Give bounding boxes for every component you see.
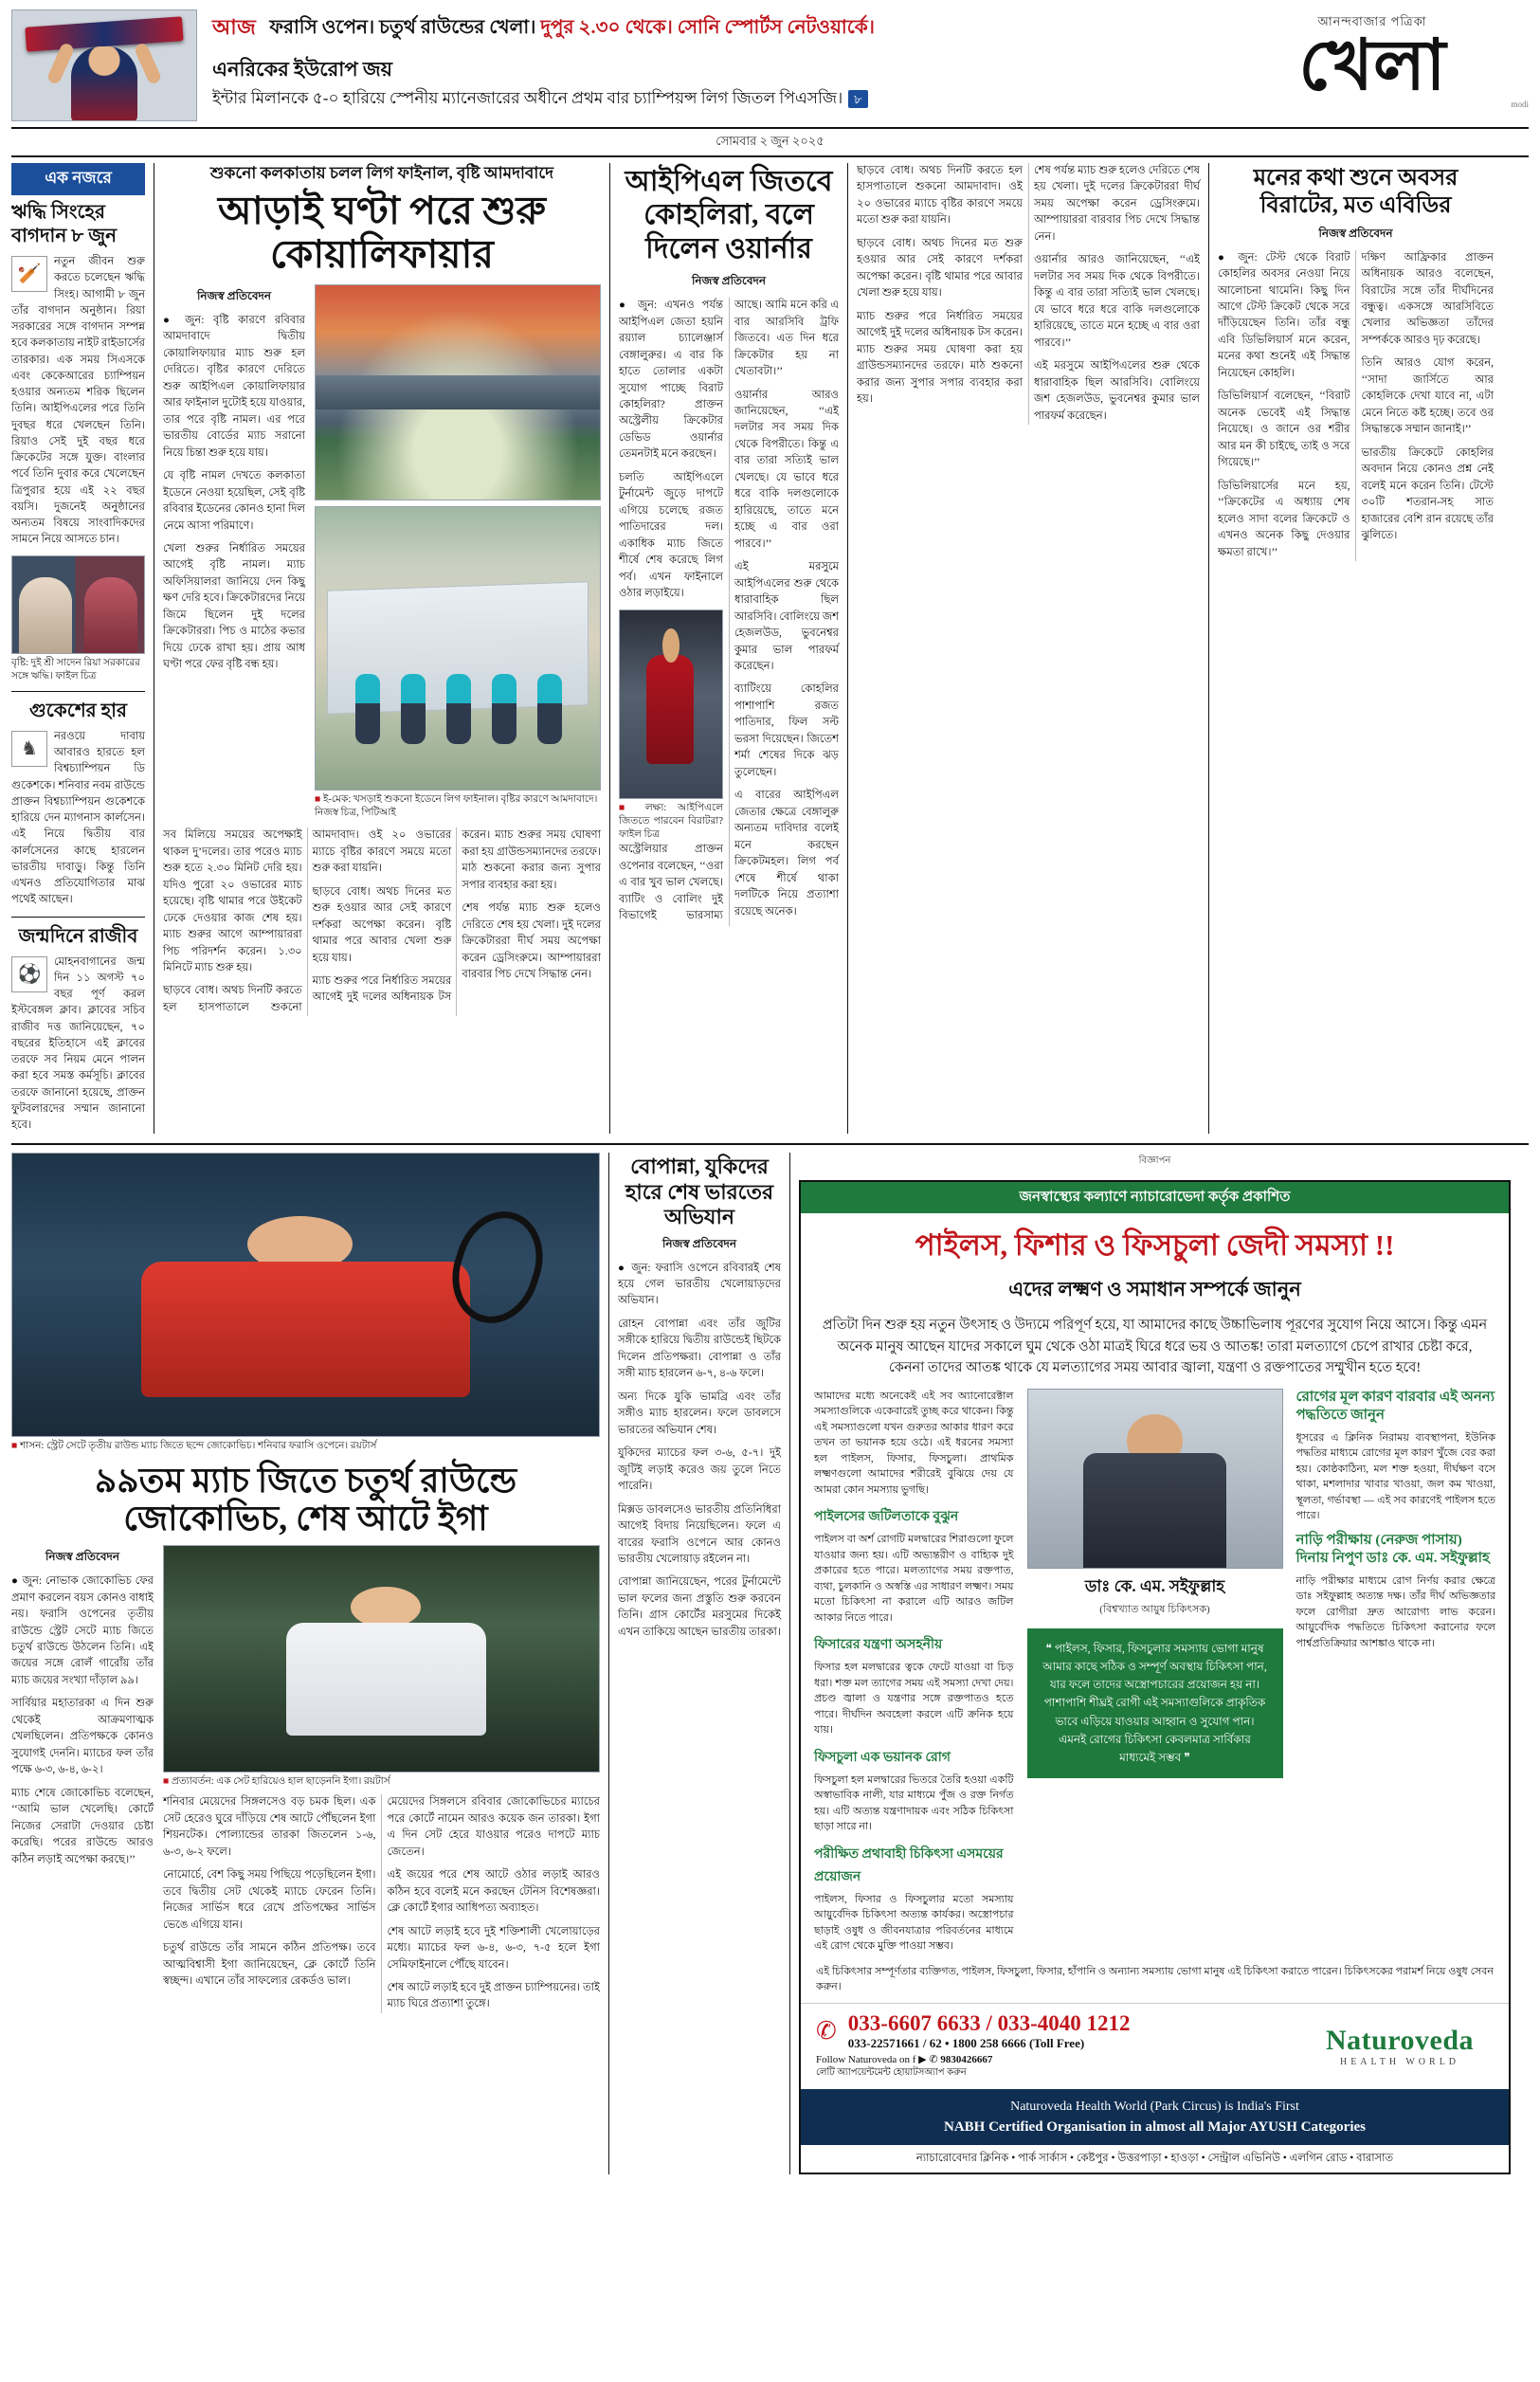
ipl-para: চলতি আইপিএলে টুর্নামেন্ট জুড়ে দাপটে এগিয়ে চলেছে রজত পাতিদারের দল। একাধিক ম্যাচ জিতে শীর্ষে শেষ করেছে লিগ পর্ব। এখন ফাইনালে ওঠার লড়াইয়ে। [619, 471, 723, 600]
youtube-icon[interactable]: ▶ [918, 2053, 930, 2065]
section-title: খেলা [1298, 27, 1446, 105]
column-advertisement [790, 1153, 1511, 2174]
tennis-para: মেয়েদের সিঙ্গলসে রবিবার জোকোভিচের ম্যাচের পরে কোর্টে নামেন আরও কয়েক জন তারকা। ইগা এ দিন সেট হেরে যাওয়ার পরেও দাপটে ম্যাচ জেতেন। [387, 1796, 600, 1858]
riddhi-engagement-photo [11, 555, 145, 654]
brief-title: জন্মদিনে রাজীব [18, 925, 138, 947]
brand-name: Naturoveda [1325, 2025, 1475, 2057]
cert-line-2: NABH Certified Organisation in almost all Major AYUSH Categories [944, 2118, 1366, 2135]
ad-whatsapp-note: লেটি অ্যাপয়েন্টমেন্ট হোয়াটসঅ্যাপ করুন [816, 2066, 967, 2078]
tennis-para: নোমোর্চে, বেশ কিছু সময় পিছিয়ে পড়েছিলেন ইগা। তবে দ্বিতীয় সেট থেকেই ম্যাচে ফেরেন তিনি। নিজের সার্ভিস ধরে রেখে প্রতিপক্ষের সার্ভিস ভেঙে এগিয়ে যান। [163, 1869, 376, 1931]
ad-section-head: পরীক্ষিত প্রথাবাহী চিকিৎসা এসময়ের প্রয়োজন [814, 1846, 1004, 1884]
tennis-para: চতুর্থ রাউন্ডে তাঁর সামনে কঠিন প্রতিপক্ষ। তবে আত্মবিশ্বাসী ইগা জানিয়েছেন, ক্লে কোর্টে তিনি স্বচ্ছন্দ। এখানে তাঁর সাফল্যের রেকর্ডও ভাল। [163, 1942, 376, 1987]
today-schedule: ফরাসি ওপেন। চতুর্থ রাউন্ডের খেলা। [269, 17, 536, 38]
section-tag-ek-nojore: এক নজরে [11, 163, 145, 195]
brief-item [11, 201, 145, 683]
tennis-para: শনিবার মেয়েদের সিঙ্গলসেও বড় চমক ছিল। এক সেট হেরেও ঘুরে দাঁড়িয়ে শেষ আটে পৌঁছলেন ইগা শিয়নটেক। পোল্যান্ডের তারকা জিতলেন ১-৬, ৬-৩, ৬-২ ফলে। [163, 1796, 376, 1858]
cert-line-1: Naturoveda Health World (Park Circus) is India's First [1010, 2099, 1299, 2114]
brief-item [11, 925, 145, 1135]
opinion-para: ভারতীয় ক্রিকেটে কোহলির অবদান নিয়ে কোনও প্রশ্ন নেই বলেই মনে করেন তিনি। টেস্টে ৩০টি শতরান-সহ সাত হাজারের বেশি রান রয়েছে তাঁর ঝুলিতে। [1361, 446, 1494, 542]
lead-para: ম্যাচ শুরুর পরে নির্ধারিত সময়ের আগেই দুই দলের অধিনায়ক টস করেন। ম্যাচ শুরুর সময় ঘোষণা করা হয় গ্রাউন্ডসম্যানদের তরফে। মাঠ শুকনো করার জন্য সুপার সপার ব্যবহার করা হয়। [857, 310, 1023, 406]
tennis-para: ● জুন: নোভাক জোকোভিচ ফের প্রমাণ করলেন বয়স কোনও বাধাই নয়। ফরাসি ওপেনের তৃতীয় রাউন্ডে স্ট্রেট সেটে ম্যাচ জিতে চতুর্থ রাউন্ডে উঠলেন তিনি। এই জয়ের সঙ্গে রোলঁ গারোঁয় তাঁর ম্যাচ জয়ের সংখ্যা দাঁড়াল ৯৯। [11, 1575, 154, 1686]
ad-title: পাইলস, ফিশার ও ফিসচুলা জেদী সমস্যা !! [915, 1228, 1395, 1263]
brief-item [11, 700, 145, 909]
lead-para: সব মিলিয়ে সময়ের অপেক্ষাই থাকল দু’দলের। তার পরেও ম্যাচ শুরু হতে ২.৩০ মিনিট দেরি হয়। যদিও পুরো ২০ ওভারের ম্যাচ হয়েছে। বৃষ্টি থামার পরে উইকেট ঢেকে দেওয়ার কাজ শেষ হয়। ম্যাচ শুরুর আগে আম্পায়াররা পিচ পরিদর্শন করেন। ১.৩০ মিনিটে ম্যাচ শুরু হয়। [163, 829, 302, 973]
ad-certification-strip [801, 2089, 1509, 2146]
ipl-para: ওয়ার্নার আরও জানিয়েছেন, ‘‘এই দলটার সব সময় দিক থেকে বিপরীতে। কিন্তু এ বার তারা সত্যিই ভাল খেলছে। যে ভাবে ধরে ধরে বাকি দলগুলোকে হারিয়েছে, তাতে মনে হচ্ছে এ বার ওরা পারবে।’’ [734, 389, 839, 550]
tennis-para: এই জয়ের পরে শেষ আটে ওঠার লড়াই আরও কঠিন হবে বলেই মনে করছেন টেনিস বিশেষজ্ঞরা। ক্লে কোর্টে ইগার আধিপত্য অব্যাহত। [387, 1869, 600, 1915]
masthead [1216, 9, 1529, 121]
ad-column-right [1296, 1389, 1496, 1955]
brief-photo-caption: বৃষ্টি: দুই শ্রী সাদেন রিয়া সরকারের সঙ্গে ঋদ্ধি। ফাইল চিত্র [11, 657, 140, 682]
lead-para: যে বৃষ্টি নামল দেখতে কলকাতা ইডেনে নেওয়া হয়েছিল, সেই বৃষ্টি রবিবার ইডেনের কোনও হানা দিল নেমে আসা পরিমাণে। [163, 470, 305, 532]
eden-gardens-photo [315, 284, 601, 500]
ad-section-head: ফিসারের যন্ত্রণা অসহনীয় [814, 1638, 943, 1653]
top-subtext: ইন্টার মিলানকে ৫-০ হারিয়ে স্পেনীয় ম্যানেজারের অধীনে প্রথম বার চ্যাম্পিয়ন্স লিগ জিতল পিএসজি। [212, 88, 843, 107]
ad-disclaimer: এই চিকিৎসার সম্পূর্ণতার ব্যক্তিগত, পাইলস, ফিসচুলা, ফিসার, হাঁপানি ও অন্যান্য সমস্যায় ভোগা মানুষ এই চিকিৎসা করাতে পারেন। চিকিৎসকের পরামর্শ নিয়ে ওষুধ সেবন করুন। [816, 1965, 1494, 1993]
ad-section-head: ফিসচুলা এক ভয়ানক রোগ [814, 1750, 951, 1765]
opinion-para: দক্ষিণ আফ্রিকার প্রাক্তন অধিনায়ক আরও বলেছেন, বিরাটের সঙ্গে তাঁর দীর্ঘদিনের বন্ধুত্ব। একসঙ্গে আরসিবিতে খেলার অভিজ্ঞতা তাঁদের সম্পর্ককে আরও দৃঢ় করেছে। [1361, 251, 1494, 346]
top-strip [11, 9, 1529, 129]
psg-celebration-photo [11, 9, 197, 121]
djokovic-photo [11, 1153, 600, 1437]
kohli-rcb-photo [619, 609, 723, 799]
ad-subtitle: এদের লক্ষ্মণ ও সমাধান সম্পর্কে জানুন [1008, 1278, 1301, 1301]
lead-headline: আড়াই ঘণ্টা পরে শুরু কোয়ালিফায়ার [218, 189, 546, 276]
ad-section-body: পাইলস বা অর্শ রোগটি মলদ্বারের শিরাগুলো ফুলে যাওয়ার জন্য হয়। এটি অভ্যন্তরীণ ও বাহ্যিক দুই প্রকারের হতে পারে। মলত্যাগের সময় রক্তপাত, ব্যথা, চুলকানি ও অস্বস্তি এর সাধারণ লক্ষ্মণ। সময় মতো চিকিৎসা না করালে এটি আরও জটিল আকার নিতে পারে। [814, 1534, 1014, 1624]
ad-clinic-locations: ন্যাচারোবেদার ক্লিনিক • পার্ক সার্কাস • কেষ্টপুর • উত্তরপাড়া • হাওড়া • সেন্ট্রাল এভিনিউ • এলগিন রোড • বারাসাত [915, 2153, 1394, 2165]
lead-para: ছাড়বে বোধ। অথচ দিনটি করতে হল হাসপাতালে শুকনো আমদাবাদ। ওই ২০ ওভারের ম্যাচে বৃষ্টির কারণে সময়ে মতো শুরু করা যায়নি। [857, 165, 1023, 227]
today-badge: আজ [212, 15, 257, 39]
column-opinion [1209, 163, 1494, 1134]
ipl-para: ওয়ার্নার আরও জানিয়েছেন, ‘‘এই দলটার সব সময় দিক থেকে বিপরীতে। কিন্তু এ বার তারা সত্যিই ভাল খেলছে। যে ভাবে ধরে ধরে বাকি দলগুলোকে হারিয়েছে, তাতে মনে হচ্ছে এ বার ওরা পারবে।’’ [1034, 254, 1200, 349]
doctor-name: ডাঃ কে. এম. সইফুল্লাহ [1084, 1576, 1225, 1595]
naturoveda-ad[interactable] [799, 1180, 1511, 2174]
lead-para: শেষ পর্যন্ত ম্যাচ শুরু হলেও দেরিতে শেষ হয় খেলা। দুই দলের ক্রিকেটাররা দীর্ঘ সময় অপেক্ষা করেন ড্রেসিংরুমে। আম্পায়াররা বারবার পিচ দেখে সিদ্ধান্ত নেন। [1034, 165, 1200, 243]
page-reference-badge: ৮ [848, 90, 867, 109]
ad-section-head: রোগের মূল কারণ বারবার এই অনন্য পদ্ধতিতে জানুন [1295, 1389, 1495, 1424]
phone-icon: ✆ [816, 2016, 837, 2045]
top-lead-text [197, 9, 1216, 121]
tennis-para: শেষ আটে লড়াই হবে দুই প্রাক্তন চ্যাম্পিয়নের। তাই ম্যাচ ঘিরে প্রত্যাশা তুঙ্গে। [387, 1982, 600, 2010]
ad-section-body: নাড়ি পরীক্ষার মাধ্যমে রোগ নির্ণয় করার ক্ষেত্রে ডাঃ সইফুল্লাহ অত্যন্ত দক্ষ। তাঁর দীর্ঘ অভিজ্ঞতার ফলে রোগীরা দ্রুত আরোগ্য লাভ করেন। আয়ুর্বেদিক পদ্ধতিতে চিকিৎসা করানোর ফলে পার্শ্বপ্রতিক্রিয়ার আশঙ্কাও থাকে না। [1295, 1574, 1495, 1649]
ipl-photo-caption: ■ লক্ষ্য: আইপিএলে জিততে পারবেন বিরাটরা? ফাইল চিত্র [619, 802, 724, 840]
bopanna-para: অন্য দিকে যুকি ভামব্রি এবং তাঁর সঙ্গীও ম্যাচ হারলেন। ফলে ডাবলসে ভারতের অভিযান শেষ। [618, 1391, 781, 1436]
doctor-quote: ❝ পাইলস, ফিসার, ফিসচুলার সমস্যায় ভোগা মানুষ আমার কাছে সঠিক ও সম্পূর্ণ অবস্থায় চিকিৎসা পান, যার ফলে তাদের অস্ত্রোপচারের প্রয়োজন হয় না। পাশাপাশি শীঘ্রই রোগী এই সমস্যাগুলিকে প্রাকৃতিক ভাবে এড়িয়ে যাওয়ার আহ্বান ও সুযোগ পান। এমনই রোগের চিকিৎসা কেবলমাত্র সার্বিকার মাধ্যমেই সম্ভব ❞ [1027, 1628, 1283, 1778]
cricket-icon: 🏏 [11, 256, 47, 292]
ipl-byline: নিজস্ব প্রতিবেদন [692, 274, 766, 288]
tennis-para: ম্যাচ শেষে জোকোভিচ বলেছেন, ‘‘আমি ভাল খেলেছি। কোর্টে নিজের সেরাটা দেওয়ার চেষ্টা করেছি। পরের রাউন্ডে আরও কঠিন লড়াই অপেক্ষা করছে।’’ [11, 1787, 154, 1865]
swiatek-photo [163, 1545, 600, 1773]
ad-section-head: নাড়ি পরীক্ষায় (নেরুজ পাসায়) দিনায় নিপুণ ডাঃ কে. এম. সইফুল্লাহ [1295, 1532, 1490, 1567]
ad-section-body: পাইলস, ফিসার ও ফিসচুলার মতো সমস্যায় আয়ুর্বেদিক চিকিৎসা অত্যন্ত কার্যকর। অস্ত্রোপচার ছাড়াই ওষুধ ও জীবনযাত্রার পরিবর্তনের মাধ্যমে এই রোগ থেকে মুক্তি পাওয়া সম্ভব। [814, 1893, 1014, 1953]
brief-title: গুকেশের হার [29, 700, 127, 721]
tennis-byline: নিজস্ব প্রতিবেদন [45, 1550, 119, 1564]
lead-para: ছাড়বে বোধ। অথচ দিনটি করতে হল হাসপাতালে শুকনো আমদাবাদ। ওই ২০ ওভারের ম্যাচে বৃষ্টির কারণে সময়ে মতো শুরু করা যায়নি। [163, 829, 452, 1013]
swiatek-photo-caption: ■ প্রত্যাবর্তন: এক সেট হারিয়েও হাল ছাড়েননি ইগা। রয়টার্স [163, 1776, 390, 1788]
ad-phone-primary[interactable]: 033-6607 6633 / 033-4040 1212 [847, 2010, 1131, 2035]
doctor-portrait [1027, 1389, 1283, 1569]
bopanna-headline: বোপান্না, যুকিদের হারে শেষ ভারতের অভিযান [625, 1155, 774, 1229]
lead-para: ● জুন: বৃষ্টি কারণে রবিবার আমদাবাদে দ্বিতীয় কোয়ালিফায়ার ম্যাচ শুরু হল দেরিতে। বৃষ্টির কারণে দেরিতে শুরু আইপিএল কোয়ালিফায়ার আর ফাইনাল দুটোই হয়ে যাওয়ার, তার পরে বৃষ্টি নামল। এর পরে ভারতীয় বোর্ডের ম্যাচ সরানো নিয়ে চিন্তা শুরু হয়ে যায়। [163, 314, 305, 459]
opinion-para: ডিভিলিয়ার্সের মনে হয়, ‘‘ক্রিকেটের এ অধ্যায় শেষ হলেও সাদা বলের ক্রিকেটে ও এখনও অনেক কিছু দেওয়ার ক্ষমতা রাখে।’’ [1218, 480, 1350, 558]
today-schedule-time: দুপুর ২.৩০ থেকে। সোনি স্পোর্টস নেটওয়ার্কে। [540, 17, 875, 38]
djokovic-photo-caption: ■ শাসন: স্ট্রেট সেটে তৃতীয় রাউন্ড ম্যাচ জিতে ছন্দে জোকোভিচ। শনিবার ফরাসি ওপেনে। রয়টার্স [11, 1441, 377, 1452]
paper-name: আনন্দবাজার পত্রিকা [1317, 14, 1427, 28]
ipl-para: এই মরসুমে আইপিএলের শুরু থেকে ধারাবাহিক ছিল আরসিবি। বোলিংয়ে জশ হেজলউড, ভুবনেশ্বর কুমার ভাল পারফর্ম করেছেন। [1034, 360, 1200, 422]
ipl-para: এ বারের আইপিএল জেতার ক্ষেত্রে বেঙ্গালুরু অন্যতম দাবিদার বলেই মনে করছেন ক্রিকেটমহল। লিগ পর্ব শেষে শীর্ষে থাকা দলটিকে নিয়ে প্রত্যাশা রয়েছে অনেক। [734, 790, 839, 918]
football-icon: ⚽ [11, 956, 47, 992]
column-tennis [11, 1153, 608, 2174]
lead-kicker: শুকনো কলকাতায় চলল লিগ ফাইনাল, বৃষ্টি আমদাবাদে [209, 164, 554, 182]
follow-label: Follow Naturoveda on [816, 2053, 910, 2065]
brief-body-text: মোহনবাগানের জন্ম দিন ১১ অগস্ট ৭০ বছর পূর্ণ করল ইস্টবেঙ্গল ক্লাব। ক্লাবের সচিব রাজীব দত্ত জানিয়েছেন, ৭০ বছরের ইতিহাসে এই ক্লাবের তরফে সব নিয়ম মেনে পালন করা হবে সমস্ত কর্মসূচি। ক্লাবের তরফে জানানো হয়েছে, প্রাক্তন ফুটবলারদের সম্মান জানানো হবে। [11, 955, 145, 1132]
bopanna-para: বোপান্না জানিয়েছেন, পরের টুর্নামেন্টে ভাল ফলের জন্য প্রস্তুতি শুরু করবেন তিনি। গ্রাস কোর্টের মরসুমের দিকেই এখন তাকিয়ে আছেন ভারতীয় তারকা। [618, 1576, 781, 1638]
bopanna-para: রোহন বোপান্না এবং তাঁর জুটির সঙ্গীকে হারিয়ে দ্বিতীয় রাউন্ডেই ছিটকে দিলেন প্রতিপক্ষরা। বোপান্না ও তাঁর সঙ্গী ম্যাচ হারলেন ৬-৭, ৪-৬ ফলে। [618, 1318, 781, 1380]
chess-icon: ♞ [11, 731, 47, 767]
lead-byline: নিজস্ব প্রতিবেদন [197, 288, 271, 302]
ad-label: বিজ্ঞাপন [1138, 1155, 1171, 1167]
ad-section-body: ধূসরের এ ক্লিনিক নিরাময় ব্যবস্থাপনা, ইউনিক পদ্ধতির মাধ্যমে রোগের মূল কারণ খুঁজে বের করা হয়। কোষ্ঠকাঠিন্য, মল শক্ত হওয়া, দীর্ঘক্ষণ বসে থাকা, মশলাদার খাবার খাওয়া, জল কম খাওয়া, স্থূলতা, গর্ভাবস্থা — এই সব কারণেই পাইলস হতে পারে। [1295, 1431, 1495, 1522]
bopanna-para: যুকিদের ম্যাচের ফল ৩-৬, ৫-৭। দুই জুটিই লড়াই করেও জয় তুলে নিতে পারেনি। [618, 1447, 781, 1493]
lead-para: ছাড়বে বোধ। অথচ দিনের মত শুরু হওয়ার আর সেই কারণে দর্শকরা অপেক্ষা করেন। বৃষ্টি থামার পরে আবার খেলা শুরু হয়ে যায়। [312, 885, 452, 964]
ad-whatsapp-number[interactable]: 9830426667 [940, 2053, 993, 2065]
brand-tagline: HEALTH WORLD [1339, 2057, 1460, 2068]
lead-para: ম্যাচ শুরুর পরে নির্ধারিত সময়ের আগেই দুই দলের অধিনায়ক টস করেন। ম্যাচ শুরুর সময় ঘোষণা করা হয় গ্রাউন্ডসম্যানদের তরফে। মাঠ শুকনো করার জন্য সুপার সপার ব্যবহার করা হয়। [312, 829, 601, 1004]
bopanna-byline: নিজস্ব প্রতিবেদন [662, 1236, 736, 1250]
brief-title: ঋদ্ধি সিংহের বাগদান ৮ জুন [11, 202, 118, 246]
opinion-para: ● জুন: টেস্ট থেকে বিরাট কোহলির অবসর নেওয়া নিয়ে আলোচনা থামেনি। কিছু দিন আগে টেস্ট ক্রিকেট থেকে সরে দাঁড়িয়েছেন তিনি। তাঁর বন্ধু এবি ডিভিলিয়ার্স মনে করেন, মনের কথা শুনেই এই সিদ্ধান্ত নিয়েছেন কোহলি। [1218, 251, 1350, 379]
ipl-para: অস্ট্রেলিয়ার প্রাক্তন ওপেনার বলেছেন, ‘‘ওরা এ বার খুব ভাল খেলছে। ব্যাটিং ও বোলিং দুই বিভাগেই ভারসাম্য আছে। আমি মনে করি এ বার আরসিবি ট্রফি জিতবে। এত দিন ধরে ক্রিকেটার হয় না খেতাবটা।’’ [619, 300, 839, 921]
column-ipl-story [610, 163, 847, 1134]
bopanna-para: ● জুন: ফরাসি ওপেনে রবিবারই শেষ হয়ে গেল ভারতীয় খেলোয়াড়দের অভিযান। [618, 1262, 781, 1307]
facebook-icon[interactable]: f [912, 2053, 919, 2065]
ipl-para: ● জুন: এখনও পর্যন্ত আইপিএল জেতা হয়নি রয়্যাল চ্যালেঞ্জার্স বেঙ্গালুরুর। এ বার কি হাতে তোলার একটা সুযোগ পাচ্ছে বিরাট কোহলিরা? প্রাক্তন অস্ট্রেলীয় ক্রিকেটার ডেভিড ওয়ার্নার তেমনটাই মনে করছেন। [619, 300, 723, 461]
top-headline: এনরিকের ইউরোপ জয় [212, 58, 393, 81]
main-grid [11, 163, 1529, 1134]
ipl-para: এই মরসুমে আইপিএলের শুরু থেকে ধারাবাহিক ছিল আরসিবি। বোলিংয়ে জশ হেজলউড, ভুবনেশ্বর কুমার ভাল পারফর্ম করেছেন। [734, 561, 839, 673]
ad-phone-secondary[interactable]: 033-22571661 / 62 • 1800 258 6666 (Toll Free) [847, 2035, 1085, 2050]
bopanna-para: মিক্সড ডাবলসেও ভারতীয় প্রতিনিধিরা আগেই বিদায় নিয়েছিলেন। ফলে এ বারের ফরাসি ওপেনে আর কোনও ভারতীয় খেলোয়াড় রইলেন না। [618, 1503, 781, 1566]
brief-body-text: নরওয়ে দাবায় আবারও হারতে হল বিশ্বচ্যাম্পিয়ন ডি গুকেশকে। শনিবার নবম রাউন্ডে প্রাক্তন বিশ্বচ্যাম্পিয়ন গুকেশকে হারিয়ে দেন ম্যাগনাস কার্লসেন। এই নিয়ে দ্বিতীয় বার কার্লসেনের কাছে হারলেন ভারতীয় দাবাড়ু। কিন্তু তিনি এখনও প্রতিযোগিতার মাঝ পথেই আছেন। [11, 730, 145, 906]
ad-section-body: ফিসার হল মলদ্বারের ত্বকে ফেটে যাওয়া বা চিড় ধরা। শক্ত মল ত্যাগের সময় এই সমস্যা দেখা দেয়। প্রচণ্ড জ্বালা ও যন্ত্রণার সঙ্গে রক্তপাতও হতে পারে। দীর্ঘদিন অবহেলা করলে এটি ক্রনিক হয়ে যায়। [814, 1662, 1014, 1736]
ad-section-head: পাইলসের জটিলতাকে বুঝুন [814, 1510, 959, 1525]
whatsapp-icon[interactable]: ✆ [929, 2053, 941, 2065]
tennis-headline: ৯৯তম ম্যাচ জিতে চতুর্থ রাউন্ডে জোকোভিচ, শেষ আটে ইগা [94, 1461, 517, 1537]
lead-photo-caption: ■ ই-মেক: খসড়াই শুকনো ইডেনে লিগ ফাইনাল। বৃষ্টির কারণে আমদাবাদে। নিজস্ব চিত্র, পিটিআই [315, 793, 598, 819]
ad-column-left [814, 1389, 1014, 1955]
opinion-byline: নিজস্ব প্রতিবেদন [1318, 226, 1393, 240]
doctor-role: (বিশ্বখ্যাত আয়ুষ চিকিৎসক) [1099, 1603, 1210, 1615]
masthead-corner-mark: modi [1511, 100, 1529, 110]
opinion-headline: মনের কথা শুনে অবসর বিরাটের, মত এবিডির [1253, 166, 1458, 218]
tennis-para: শেষ আটে লড়াই হবে দুই শক্তিশালী খেলোয়াড়ের মধ্যে। ম্যাচের ফল ৬-৪, ৬-৩, ৭-৫ হলে ইগা সেমিফাইনালে পৌঁছে যাবেন। [387, 1925, 600, 1971]
ad-column-center [1027, 1389, 1283, 1955]
ad-section-body: ফিসচুলা হল মলদ্বারের ভিতরে তৈরি হওয়া একটি অস্বাভাবিক নালী, যার মাধ্যমে পুঁজ ও রক্ত নির্গত হয়। এটি অত্যন্ত যন্ত্রণাদায়ক এবং সঠিক চিকিৎসা ছাড়া সারে না। [814, 1773, 1014, 1833]
lead-para: ছাড়বে বোধ। অথচ দিনের মত শুরু হওয়ার আর সেই কারণে দর্শকরা অপেক্ষা করেন। বৃষ্টি থামার পরে আবার খেলা শুরু হয়ে যায়। [857, 237, 1023, 300]
opinion-para: ডিভিলিয়ার্স বলেছেন, ‘‘বিরাট অনেক ভেবেই এই সিদ্ধান্ত নিয়েছে। ও জানে ওর শরীর আর মন কী চাইছে, তাই ও সরে গিয়েছে।’’ [1218, 391, 1350, 469]
ipl-para: ব্যাটিংয়ে কোহলির পাশাপাশি রজত পাতিদার, ফিল সল্ট ভরসা দিয়েছেন। জিতেশ শর্মা শেষের দিকে ঝড় তুলেছেন। [734, 683, 839, 778]
ad-lead-text: প্রতিটা দিন শুরু হয় নতুন উৎসাহ ও উদ্যমে পরিপূর্ণ হয়ে, যা আমাদের কাছে উচ্চাভিলাষ পূরণের সুযোগ নিয়ে আসে। কিন্তু এমন অনেক মানুষ আছেন যাদের সকালে ঘুম থেকে ওঠা মাত্রই ঘিরে ধরে ভয় ও আতঙ্ক! তারা মলত্যাগে চেপে রাখার চেষ্টা করে, কেননা তাদের আতঙ্ক থাকে যে মলত্যাগের সময় আবার জ্বালা, যন্ত্রণা ও রক্তপাতের সম্মুখীন হতে হবে! [822, 1318, 1488, 1376]
lead-para: শেষ পর্যন্ত ম্যাচ শুরু হলেও দেরিতে শেষ হয় খেলা। দুই দলের ক্রিকেটাররা দীর্ঘ সময় অপেক্ষা করেন ড্রেসিংরুমে। আম্পায়াররা বারবার পিচ দেখে সিদ্ধান্ত নেন। [462, 902, 601, 980]
ad-banner: জনস্বাস্থ্যের কল্যাণে ন্যাচারোভেদা কর্তৃক প্রকাশিত [801, 1182, 1509, 1213]
tennis-para: সার্বিয়ার মহাতারকা এ দিন শুরু থেকেই আক্রমণাত্মক খেলছিলেন। প্রতিপক্ষকে কোনও সুযোগই দেননি। ম্যাচের ফল তাঁর পক্ষে ৬-৩, ৬-৪, ৬-২। [11, 1698, 154, 1776]
brief-body-text: নতুন জীবন শুরু করতে চলেছেন ঋদ্ধি সিংহ। আগামী ৮ জুন তাঁর বাগদান অনুষ্ঠান। রিয়া সরকারের সঙ্গে বাগদান সম্পন্ন হবে কলকাতায় নাইট রাইডার্সের তারকার। এক সময় সিএসকে এবং কেকেআরের চ্যাম্পিয়ন হওয়ার অন্যতম শরিক ছিলেন তিনি। আইপিএলের পরে তিনি দুবছর ধরে খেলছেন তিনি। রিয়াও সেই দুই বছর ধরে ক্রিকেটের সঙ্গে যুক্ত। বাংলার পর্বে তিনি দুবার করে খেলেছেন ত্রিপুরার হয়ে এই ২২ বছর বয়সি। দুজনেই অনুষ্ঠানের অন্যতম বিষয়ে সাংবাদিকদের সামনে নিয়ে আসতে চান। [11, 256, 145, 546]
column-extra [848, 163, 1208, 1134]
groundsmen-covers-photo [315, 506, 601, 791]
opinion-para: তিনি আরও যোগ করেন, ‘‘সাদা জার্সিতে আর কোহলিকে দেখা যাবে না, এটা মেনে নিতে কষ্ট হচ্ছে। তবে ওর সিদ্ধান্তকে সম্মান জানাই।’’ [1361, 357, 1494, 436]
ad-intro-body: আমাদের মধ্যে অনেকেই এই সব অ্যানোরেক্টাল সমস্যাগুলিকে একেবারেই তুচ্ছ করে থাকেন। কিন্তু এই সমস্যাগুলো যখন গুরুতর আকার ধারণ করে তখন তা ভয়ানক হয়ে ওঠে। এই ধরনের সমস্যা হল পাইলস, ফিসার, ফিসচুলা। প্রাথমিক লক্ষ্মণগুলো আমাদের শরীরেই বুঝিয়ে দেয় যে আমরা কোন সমস্যায় ভুগছি। [814, 1390, 1014, 1496]
column-bopanna [609, 1153, 789, 2174]
column-briefs [11, 163, 154, 1134]
column-lead-story [154, 163, 609, 1134]
lead-para: খেলা শুরুর নির্ধারিত সময়ের আগেই বৃষ্টি নামল। ম্যাচ অফিসিয়ালরা জানিয়ে দেন কিছু ক্ষণ দেরি হবে। ক্রিকেটারদের নিয়ে জিমে ছিলেন দুই দলের ক্রিকেটাররা। পিচ ও মাঠের কভার দিয়ে ঢেকে রাখা হয়। প্রায় আধ ঘণ্টা পরে ফের বৃষ্টি বন্ধ হয়। [163, 543, 305, 671]
dateline: সোমবার ২ জুন ২০২৫ [11, 129, 1529, 157]
naturoveda-logo [1291, 2019, 1509, 2073]
ipl-headline: আইপিএল জিতবে কোহলিরা, বলে দিলেন ওয়ার্নার [625, 166, 833, 264]
